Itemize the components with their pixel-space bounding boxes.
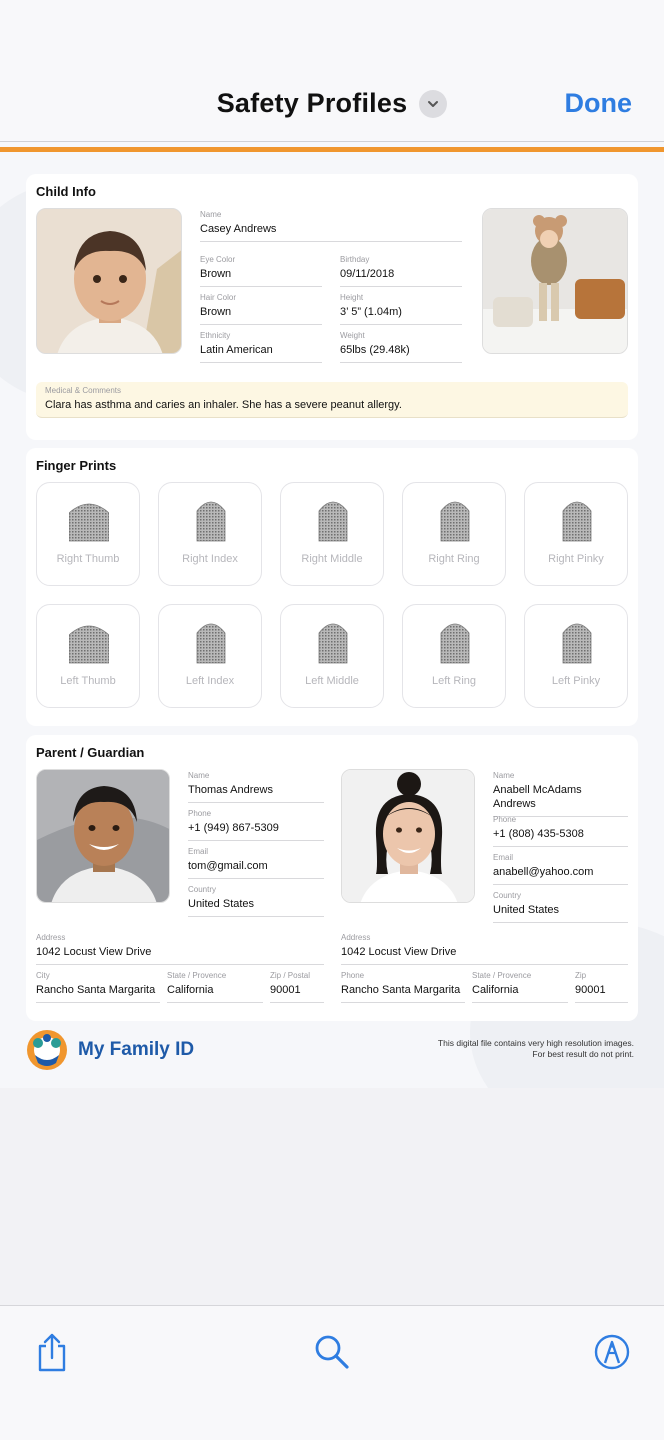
field-value: 90001	[575, 984, 606, 996]
fingerprint-label: Left Pinky	[551, 675, 601, 687]
print-note-line: This digital file contains very high resolution images.	[437, 1038, 634, 1048]
parent-guardian-card	[26, 735, 638, 1021]
field-label: Height	[340, 293, 364, 302]
fingerprint-icon	[191, 617, 231, 665]
field-value: Rancho Santa Margarita	[341, 984, 461, 996]
guardian-2-name-field	[493, 771, 628, 817]
field-value: 1042 Locust View Drive	[36, 946, 152, 958]
child-portrait-photo	[36, 208, 182, 354]
field-label: Phone	[341, 971, 365, 980]
field-label: Zip / Postal	[270, 971, 311, 980]
height-field	[340, 293, 462, 325]
field-label: Phone	[493, 815, 517, 824]
field-value: Brown	[200, 306, 232, 318]
guardian-2-zip-field	[575, 971, 628, 1003]
brand-name: My Family ID	[78, 1039, 195, 1060]
field-value: Casey Andrews	[200, 223, 277, 235]
print-note	[438, 1038, 634, 1061]
fingerprint-icon	[69, 495, 109, 543]
fingerprint-tile[interactable]	[158, 482, 262, 586]
brand-logo	[26, 1029, 194, 1071]
fingerprint-tile[interactable]	[402, 604, 506, 708]
finger-prints-card	[26, 448, 638, 726]
field-label: State / Provence	[167, 971, 227, 980]
field-value: United States	[493, 904, 560, 916]
guardian-2-state-field	[472, 971, 568, 1003]
field-value: 3’ 5” (1.04m)	[340, 306, 402, 318]
fingerprint-tile[interactable]	[36, 604, 140, 708]
guardian-2-city-field	[341, 971, 465, 1003]
field-label: Email	[188, 847, 209, 856]
fingerprint-icon	[435, 495, 475, 543]
fingerprint-label: Left Middle	[305, 675, 359, 687]
guardian-2-phone-field	[493, 815, 628, 847]
field-label: State / Provence	[472, 971, 532, 980]
field-value: anabell@yahoo.com	[493, 866, 594, 878]
field-value: United States	[188, 898, 255, 910]
eye-color-field	[200, 255, 322, 287]
field-label: Eye Color	[200, 255, 236, 264]
guardian-1-state-field	[167, 971, 263, 1003]
field-value: Rancho Santa Margarita	[36, 984, 156, 996]
fingerprint-icon	[313, 617, 353, 665]
field-label: Name	[200, 210, 222, 219]
markup-icon	[593, 1333, 631, 1371]
fingerprint-tile[interactable]	[524, 604, 628, 708]
guardian-2-email-field	[493, 853, 628, 885]
guardian-1-country-field	[188, 885, 324, 917]
family-logo-icon	[26, 1029, 68, 1071]
fingerprint-tile[interactable]	[280, 604, 384, 708]
field-label: Zip	[575, 971, 587, 980]
fingerprint-label: Left Index	[185, 675, 235, 687]
field-value: 09/11/2018	[340, 268, 395, 280]
guardian-1-city-field	[36, 971, 160, 1003]
field-label: Email	[493, 853, 514, 862]
fingerprint-icon	[557, 495, 597, 543]
guardian-1-phone-field	[188, 809, 324, 841]
birthday-field	[340, 255, 462, 287]
fingerprint-tile[interactable]	[402, 482, 506, 586]
fingerprint-icon	[69, 617, 109, 665]
field-value: 1042 Locust View Drive	[341, 946, 457, 958]
field-label: Medical & Comments	[45, 386, 122, 395]
fingerprint-icon	[435, 617, 475, 665]
field-value: Brown	[200, 268, 232, 280]
field-label: Weight	[340, 331, 365, 340]
document-view[interactable]	[0, 142, 664, 1088]
medical-comments-field	[36, 382, 628, 418]
fingerprint-tile[interactable]	[280, 482, 384, 586]
field-value: Anabell McAdams Andrews	[493, 784, 582, 810]
field-label: Name	[493, 771, 515, 780]
fingerprint-label: Right Pinky	[548, 553, 604, 565]
section-title: Parent / Guardian	[36, 745, 145, 760]
child-full-body-photo	[482, 208, 628, 354]
child-name-field	[200, 210, 462, 242]
fingerprint-label: Right Thumb	[56, 553, 120, 565]
fingerprint-tile[interactable]	[524, 482, 628, 586]
field-label: Country	[188, 885, 217, 894]
field-value: +1 (949) 867-5309	[188, 822, 279, 834]
field-value: Latin American	[200, 344, 273, 356]
fingerprint-icon	[313, 495, 353, 543]
field-label: Hair Color	[200, 293, 237, 302]
field-value: +1 (808) 435-5308	[493, 828, 584, 840]
field-value: Thomas Andrews	[188, 784, 273, 796]
guardian-1-photo	[36, 769, 170, 903]
done-button[interactable]: Done	[564, 88, 632, 118]
fingerprint-icon	[557, 617, 597, 665]
field-value: 90001	[270, 984, 301, 996]
navigation-bar	[0, 0, 664, 142]
field-value: Clara has asthma and caries an inhaler. She has a severe peanut allergy.	[45, 399, 402, 411]
fingerprint-icon	[191, 495, 231, 543]
field-value: tom@gmail.com	[188, 860, 268, 872]
search-button[interactable]	[310, 1330, 354, 1374]
bottom-toolbar	[0, 1305, 664, 1440]
field-label: Birthday	[340, 255, 370, 264]
field-value: California	[167, 984, 214, 996]
section-title: Child Info	[36, 184, 96, 199]
fingerprint-label: Right Ring	[428, 553, 480, 565]
field-label: Phone	[188, 809, 212, 818]
hair-color-field	[200, 293, 322, 325]
field-label: Address	[341, 933, 371, 942]
field-label: Name	[188, 771, 210, 780]
document-accent-stripe	[0, 147, 664, 152]
field-label: Address	[36, 933, 66, 942]
guardian-1-email-field	[188, 847, 324, 879]
fingerprint-label: Left Thumb	[60, 675, 116, 687]
page-title[interactable]: Safety Profiles	[216, 88, 408, 118]
guardian-1-name-field	[188, 771, 324, 803]
print-note-line: For best result do not print.	[532, 1049, 634, 1060]
fingerprint-tile[interactable]	[158, 604, 262, 708]
fingerprint-label: Left Ring	[431, 675, 477, 687]
markup-button[interactable]	[590, 1330, 634, 1374]
field-value: 65lbs (29.48k)	[340, 344, 410, 356]
section-title: Finger Prints	[36, 458, 117, 473]
field-label: City	[36, 971, 50, 980]
fingerprint-label: Right Index	[182, 553, 238, 565]
guardian-1-address-field	[36, 933, 324, 965]
share-icon	[35, 1332, 69, 1372]
chevron-down-icon[interactable]	[419, 90, 447, 118]
field-value: California	[472, 984, 519, 996]
guardian-2-address-field	[341, 933, 628, 965]
weight-field	[340, 331, 462, 363]
guardian-2-country-field	[493, 891, 628, 923]
share-button[interactable]	[30, 1330, 74, 1374]
search-icon	[313, 1333, 351, 1371]
guardian-1-zip-field	[270, 971, 324, 1003]
field-label: Ethnicity	[200, 331, 231, 340]
ethnicity-field	[200, 331, 322, 363]
fingerprint-tile[interactable]	[36, 482, 140, 586]
guardian-2-photo	[341, 769, 475, 903]
child-info-card	[26, 174, 638, 440]
field-label: Country	[493, 891, 522, 900]
fingerprint-label: Right Middle	[301, 553, 363, 565]
